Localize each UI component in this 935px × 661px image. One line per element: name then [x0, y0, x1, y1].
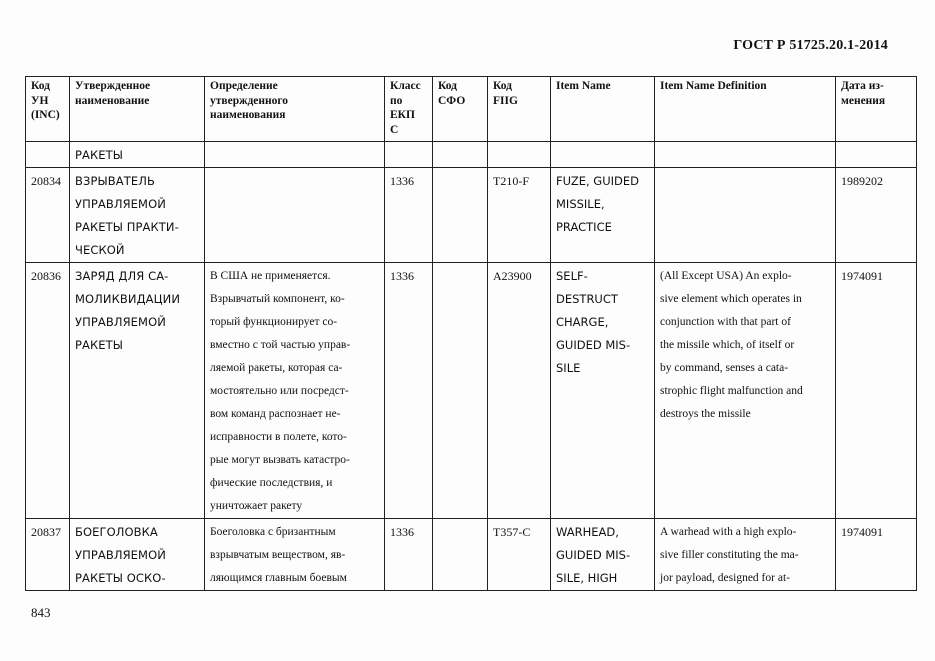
cell-line: MISSILE, — [556, 197, 605, 211]
cell-item-definition — [655, 168, 836, 263]
cell-line: рые могут вызвать катастро- — [210, 454, 350, 466]
cell-line: УПРАВЛЯЕМОЙ — [75, 548, 166, 562]
cell-sfo — [433, 142, 488, 168]
table-row — [26, 142, 917, 168]
cell-item-name — [551, 142, 655, 168]
col-header-definition — [205, 77, 385, 142]
cell-code — [26, 142, 70, 168]
cell-line: jor payload, designed for at- — [660, 572, 790, 584]
cell-line: GUIDED MIS- — [556, 548, 631, 562]
cell-line: РАКЕТЫ ОСКО- — [75, 571, 166, 585]
cell-change-date — [836, 263, 917, 519]
cell-line: 1989202 — [841, 174, 883, 188]
cell-line: SILE, HIGH — [556, 571, 618, 585]
cell-line: РАКЕТЫ ПРАКТИ- — [75, 220, 179, 234]
cell-code — [26, 168, 70, 263]
cell-line: УПРАВЛЯЕМОЙ — [75, 197, 166, 211]
cell-line: мостоятельно или посредст- — [210, 385, 349, 397]
cell-sfo — [433, 519, 488, 591]
cell-line: PRACTICE — [556, 220, 612, 234]
table-row — [26, 168, 917, 263]
cell-line: conjunction with that part of — [660, 316, 791, 328]
cell-item-name — [551, 168, 655, 263]
col-header-change-date — [836, 77, 917, 142]
cell-line: ляемой ракеты, которая са- — [210, 362, 343, 374]
cell-line: A23900 — [493, 269, 532, 283]
cell-line: 1336 — [390, 525, 414, 539]
cell-line: strophic flight malfunction and — [660, 385, 803, 397]
cell-sfo — [433, 263, 488, 519]
cell-fiig — [488, 142, 551, 168]
header-line: утвержденного — [210, 94, 289, 107]
table-header-row — [26, 77, 917, 142]
col-header-class — [385, 77, 433, 142]
cell-fiig — [488, 519, 551, 591]
cell-line: SELF- — [556, 269, 588, 283]
cell-line: вместно с той частью управ- — [210, 339, 351, 351]
cell-line: исправности в полете, кото- — [210, 431, 347, 443]
cell-line: SILE — [556, 361, 581, 375]
header-line: Определение — [210, 80, 278, 92]
cell-line: sive filler constituting the ma- — [660, 549, 799, 561]
cell-line: destroys the missile — [660, 408, 751, 420]
header-line: Утвержденное — [75, 80, 151, 92]
cell-line: GUIDED MIS- — [556, 338, 631, 352]
cell-line: FUZE, GUIDED — [556, 174, 639, 188]
cell-line: Взрывчатый компонент, ко- — [210, 293, 345, 305]
cell-line: 20834 — [31, 174, 61, 188]
header-line: наименование — [75, 94, 150, 107]
cell-line: 1336 — [390, 269, 414, 283]
cell-line: торый функционирует со- — [210, 316, 338, 328]
cell-fiig — [488, 168, 551, 263]
col-header-approved-name — [70, 77, 205, 142]
cell-item-definition — [655, 142, 836, 168]
col-header-fiig — [488, 77, 551, 142]
header-line: Класс — [390, 80, 421, 92]
cell-class — [385, 142, 433, 168]
page-number: 843 — [31, 605, 51, 620]
cell-item-definition — [655, 519, 836, 591]
cell-line: by command, senses a cata- — [660, 362, 789, 374]
cell-line: T357-C — [493, 525, 531, 539]
cell-approved-name — [70, 263, 205, 519]
cell-line: УПРАВЛЯЕМОЙ — [75, 315, 166, 329]
cell-line: ВЗРЫВАТЕЛЬ — [75, 174, 155, 188]
cell-line: sive element which operates in — [660, 293, 802, 305]
cell-code — [26, 263, 70, 519]
header-line: Item Name — [556, 80, 611, 92]
col-header-item-name — [551, 77, 655, 142]
cell-class — [385, 263, 433, 519]
cell-line: 1974091 — [841, 269, 883, 283]
cell-line: 1974091 — [841, 525, 883, 539]
cell-line: БОЕГОЛОВКА — [75, 525, 158, 539]
header-line: менения — [841, 94, 886, 107]
cell-definition — [205, 519, 385, 591]
cell-line: РАКЕТЫ — [75, 148, 124, 162]
cell-item-name — [551, 263, 655, 519]
cell-line: РАКЕТЫ — [75, 338, 124, 352]
header-line: УН — [31, 94, 49, 107]
cell-item-definition — [655, 263, 836, 519]
cell-line: МОЛИКВИДАЦИИ — [75, 292, 181, 306]
document-code: ГОСТ Р 51725.20.1-2014 — [733, 38, 888, 53]
cell-definition — [205, 263, 385, 519]
cell-line: Боеголовка с бризантным — [210, 526, 336, 538]
cell-change-date — [836, 519, 917, 591]
table-row — [26, 519, 917, 591]
header-line: Код — [438, 80, 458, 92]
cell-line: (All Except USA) An explo- — [660, 270, 792, 282]
cell-approved-name — [70, 519, 205, 591]
cell-line: 20837 — [31, 525, 61, 539]
cell-line: ЧЕСКОЙ — [75, 243, 125, 257]
header-line: FIIG — [493, 94, 518, 107]
header-line: ЕКП — [390, 109, 415, 121]
cell-line: уничтожает ракету — [210, 500, 303, 512]
header-line: Код — [31, 80, 51, 92]
cell-approved-name — [70, 168, 205, 263]
cell-code — [26, 519, 70, 591]
col-header-item-name-definition — [655, 77, 836, 142]
col-header-code — [26, 77, 70, 142]
cell-definition — [205, 168, 385, 263]
cell-change-date — [836, 168, 917, 263]
cell-line: the missile which, of itself or — [660, 339, 795, 351]
cell-line: 1336 — [390, 174, 414, 188]
header-line: Item Name Definition — [660, 80, 767, 92]
cell-line: A warhead with a high explo- — [660, 526, 797, 538]
cell-line: взрывчатым веществом, яв- — [210, 549, 346, 561]
cell-line: T210-F — [493, 174, 529, 188]
table-row — [26, 263, 917, 519]
cell-line: WARHEAD, — [556, 525, 619, 539]
cell-item-name — [551, 519, 655, 591]
cell-approved-name — [70, 142, 205, 168]
header-line: по — [390, 94, 403, 107]
col-header-sfo — [433, 77, 488, 142]
cell-fiig — [488, 263, 551, 519]
cell-line: DESTRUCT — [556, 292, 618, 306]
header-line: наименования — [210, 109, 286, 121]
cell-line: В США не применяется. — [210, 270, 331, 282]
cell-line: CHARGE, — [556, 315, 609, 329]
cell-class — [385, 519, 433, 591]
catalog-table — [25, 76, 917, 591]
cell-change-date — [836, 142, 917, 168]
cell-line: 20836 — [31, 269, 61, 283]
header-line: Код — [493, 80, 513, 92]
cell-definition — [205, 142, 385, 168]
header-line: (INC) — [31, 109, 60, 121]
header-line: СФО — [438, 94, 466, 107]
cell-line: ляющимся главным боевым — [210, 572, 347, 584]
cell-line: ЗАРЯД ДЛЯ СА- — [75, 269, 169, 283]
cell-class — [385, 168, 433, 263]
header-line: Дата из- — [841, 80, 884, 92]
cell-line: вом команд распознает не- — [210, 408, 341, 420]
header-line: С — [390, 123, 399, 136]
cell-line: фические последствия, и — [210, 477, 333, 489]
cell-sfo — [433, 168, 488, 263]
